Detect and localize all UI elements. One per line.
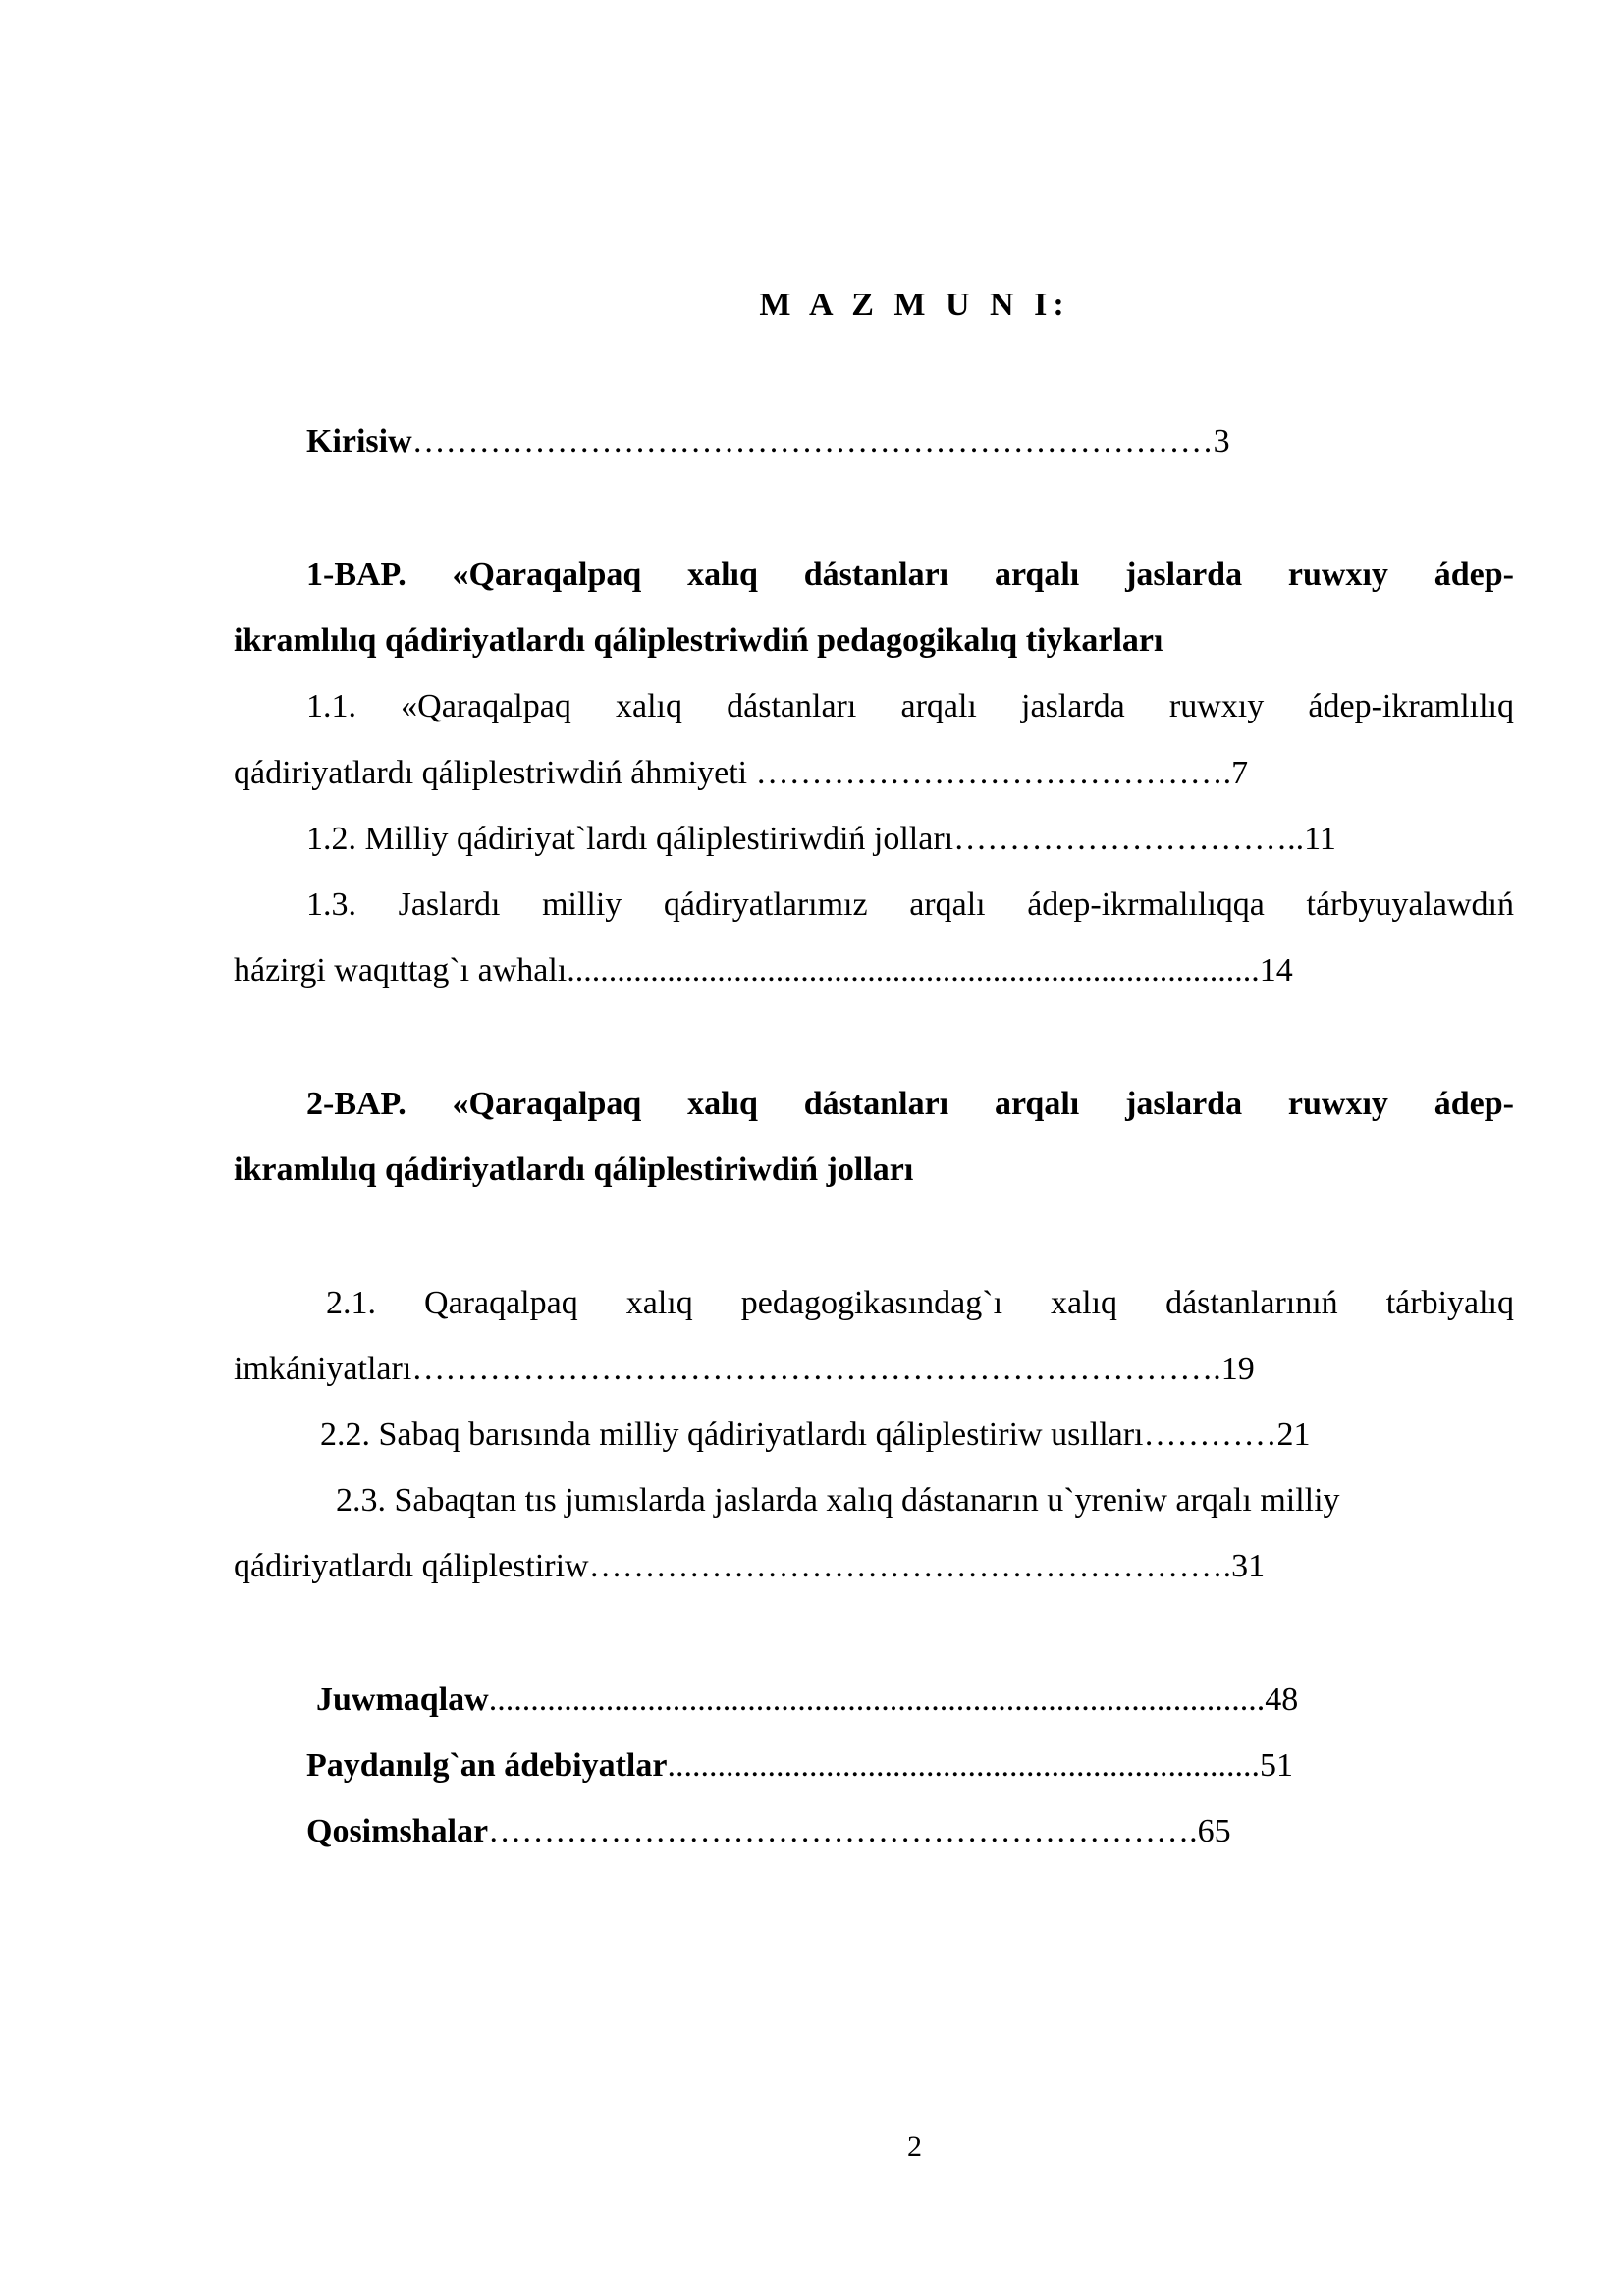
chapter2-heading-line1: 2-BAP. «Qaraqalpaq xalıq dástanları arqalı jaslarda ruwxıy ádep- xyxy=(306,1086,1514,1122)
page-title: M A Z M U N I: xyxy=(759,287,1070,323)
toc-page-number: 51 xyxy=(1259,1747,1293,1784)
chapter1-heading-line1: 1-BAP. «Qaraqalpaq xalıq dástanları arqalı jaslarda ruwxıy ádep- xyxy=(306,557,1514,593)
toc-page-number: 48 xyxy=(1265,1682,1299,1718)
toc-entry-appendix xyxy=(306,1810,1231,1853)
toc-leader-dots: ………………………………………………………. xyxy=(488,1813,1198,1849)
toc-entry-conclusion xyxy=(316,1679,1298,1722)
toc-entry-2-3-line2: qádiriyatlardı qáliplestiriw………………………………………………….31 xyxy=(234,1548,1266,1584)
chapter1-heading-line2: ikramlılıq qádiriyatlardı qáliplestriwdiń pedagogikalıq tiykarları xyxy=(234,622,1163,659)
toc-entry-1-1-line2: qádiriyatlardı qáliplestriwdiń áhmiyeti …………………………………….7 xyxy=(234,755,1249,791)
toc-entry-1-1-line1: 1.1. «Qaraqalpaq xalıq dástanları arqalı jaslarda ruwxıy ádep-ikramlılıq xyxy=(306,688,1514,724)
toc-entry-2-2: 2.2. Sabaq barısında milliy qádiriyatlardı qáliplestiriw usılları…………21 xyxy=(320,1416,1311,1453)
toc-entry-intro xyxy=(306,420,1230,463)
toc-entry-label: Kirisiw xyxy=(306,423,412,459)
toc-entry-1-2: 1.2. Milliy qádiriyat`lardı qáliplestiriwdiń jolları…………………………..11 xyxy=(306,821,1336,857)
toc-entry-1-3-line1: 1.3. Jaslardı milliy qádiryatlarımız arqalı ádep-ikrmalılıqqa tárbyuyalawdıń xyxy=(306,886,1514,923)
toc-entry-2-3-line1: 2.3. Sabaqtan tıs jumıslarda jaslarda xalıq dástanarın u`yreniw arqalı milliy xyxy=(336,1482,1340,1519)
page-number: 2 xyxy=(907,2130,922,2163)
toc-entry-label: Paydanılg`an ádebiyatlar xyxy=(306,1747,668,1784)
toc-entry-1-3-line2: házirgi waqıttag`ı awhalı...................................................................................14 xyxy=(234,952,1293,988)
chapter2-heading-line2: ikramlılıq qádiriyatlardı qáliplestiriwdiń jolları xyxy=(234,1151,914,1188)
toc-entry-2-1-line1: 2.1. Qaraqalpaq xalıq pedagogikasındag`ı xalıq dástanlarınıń tárbiyalıq xyxy=(326,1285,1514,1321)
toc-leader-dots: ……………………………………………………………… xyxy=(411,423,1214,459)
toc-entry-label: Qosimshalar xyxy=(306,1813,489,1849)
toc-entry-label: Juwmaqlaw xyxy=(316,1682,489,1718)
toc-leader-dots: ............................................................................................. xyxy=(488,1682,1266,1718)
toc-entry-2-1-line2: imkániyatları……………………………………………………………….19 xyxy=(234,1351,1255,1387)
toc-entry-references xyxy=(306,1744,1293,1788)
toc-leader-dots: ....................................................................... xyxy=(667,1747,1260,1784)
toc-page-number: 65 xyxy=(1197,1813,1231,1849)
toc-page-number: 3 xyxy=(1213,423,1230,459)
